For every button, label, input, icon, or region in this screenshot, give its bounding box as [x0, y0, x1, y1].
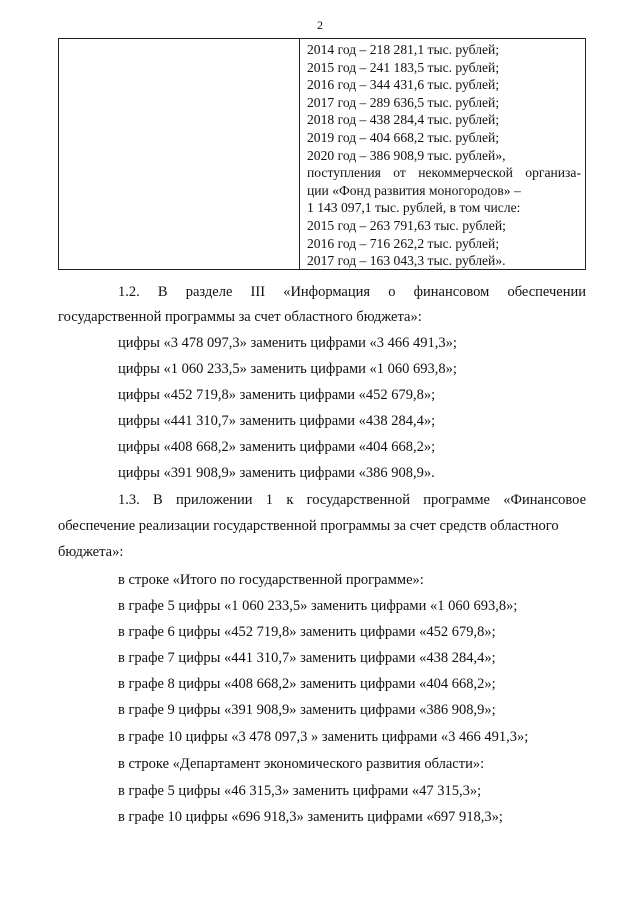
table-line: 2017 год – 289 636,5 тыс. рублей;	[307, 94, 500, 110]
list-item: цифры «408 668,2» заменить цифрами «404 668,2»;	[118, 439, 436, 455]
list-item: в графе 7 цифры «441 310,7» заменить цифрами «438 284,4»;	[118, 650, 496, 666]
list-item: цифры «452 719,8» заменить цифрами «452 679,8»;	[118, 387, 436, 403]
table-line: 2016 год – 716 262,2 тыс. рублей;	[307, 235, 500, 251]
table-column-divider	[299, 39, 300, 269]
list-item: в строке «Департамент экономического развития области»:	[118, 756, 485, 772]
list-item: в графе 6 цифры «452 719,8» заменить цифрами «452 679,8»;	[118, 624, 496, 640]
page-number: 2	[317, 18, 323, 32]
list-item: в графе 5 цифры «46 315,3» заменить цифрами «47 315,3»;	[118, 783, 482, 799]
list-item: цифры «1 060 233,5» заменить цифрами «1 060 693,8»;	[118, 361, 457, 377]
paragraph-1-3-line-2: обеспечение реализации государственной программы за счет средств областного	[58, 518, 559, 534]
paragraph-1-3-line-1: 1.3. В приложении 1 к государственной программе «Финансовое	[118, 492, 586, 508]
list-item: в графе 10 цифры «696 918,3» заменить цифрами «697 918,3»;	[118, 809, 503, 825]
list-item: в графе 9 цифры «391 908,9» заменить цифрами «386 908,9»;	[118, 702, 496, 718]
table-line: 2020 год – 386 908,9 тыс. рублей»,	[307, 147, 506, 163]
table-line: 2018 год – 438 284,4 тыс. рублей;	[307, 112, 500, 128]
financing-table	[58, 38, 586, 270]
paragraph-1-2-line-1: 1.2. В разделе III «Информация о финансовом обеспечении	[118, 284, 586, 300]
table-line: 2019 год – 404 668,2 тыс. рублей;	[307, 129, 500, 145]
list-item: цифры «441 310,7» заменить цифрами «438 284,4»;	[118, 413, 436, 429]
table-line: 2015 год – 263 791,63 тыс. рублей;	[307, 217, 506, 233]
table-line: поступления от некоммерческой организа-	[307, 165, 581, 181]
list-item: в строке «Итого по государственной программе»:	[118, 572, 424, 588]
table-line: 1 143 097,1 тыс. рублей, в том числе:	[307, 200, 521, 216]
paragraph-1-2-line-2: государственной программы за счет областного бюджета»:	[58, 309, 422, 325]
table-line: 2017 год – 163 043,3 тыс. рублей».	[307, 253, 506, 269]
table-line: ции «Фонд развития моногородов» –	[307, 182, 521, 198]
table-right-cell	[307, 41, 581, 270]
paragraph-1-3-line-3: бюджета»:	[58, 544, 124, 560]
list-item: цифры «391 908,9» заменить цифрами «386 908,9».	[118, 465, 435, 481]
list-item: в графе 10 цифры «3 478 097,3 » заменить цифрами «3 466 491,3»;	[118, 729, 529, 745]
list-item: в графе 8 цифры «408 668,2» заменить цифрами «404 668,2»;	[118, 676, 496, 692]
table-line: 2015 год – 241 183,5 тыс. рублей;	[307, 59, 500, 75]
table-line: 2016 год – 344 431,6 тыс. рублей;	[307, 77, 500, 93]
list-item: цифры «3 478 097,3» заменить цифрами «3 466 491,3»;	[118, 335, 457, 351]
list-item: в графе 5 цифры «1 060 233,5» заменить цифрами «1 060 693,8»;	[118, 598, 518, 614]
table-line: 2014 год – 218 281,1 тыс. рублей;	[307, 42, 500, 57]
